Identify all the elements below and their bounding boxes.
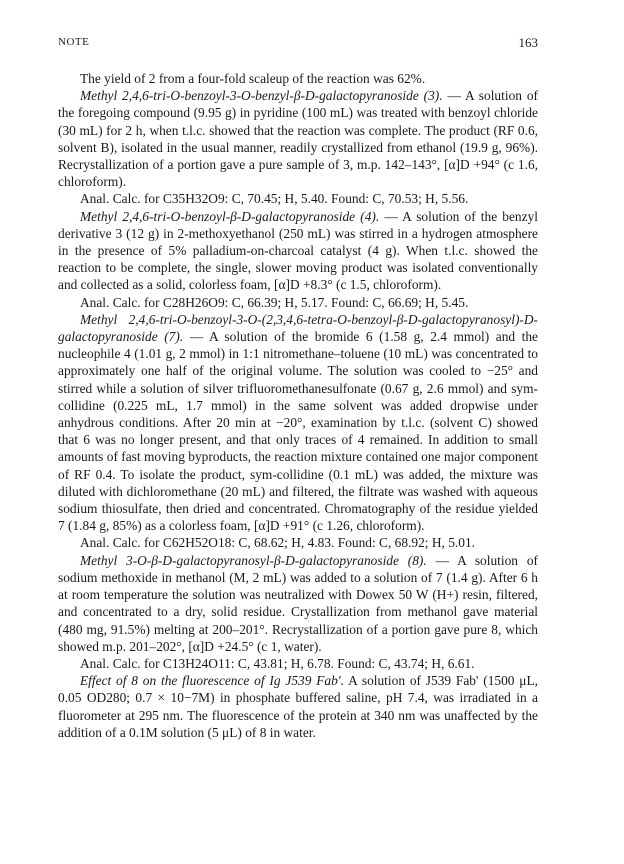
analysis-text: Anal. Calc. for C13H24O11: C, 43.81; H, 6.78. Found: C, 43.74; H, 6.61.	[80, 655, 475, 671]
paragraph-text: — A solution of the foregoing compound (9.95 g) in pyridine (100 mL) was treated with benzoyl chloride (30 mL) for 2 h, when t.l.c. showed that the reaction was complete. The product (RF 0.6, solvent B), isolated in the usual manner, readily crystallized from ethanol (19.9 g, 96%). Recrystallization of a portion gave a pure sample of 3, m.p. 142–143°, [α]D +94° (c 1.6, chloroform).	[58, 88, 538, 190]
paragraph-text: — A solution of the bromide 6 (1.58 g, 2.4 mmol) and the nucleophile 4 (1.01 g, 2 mmol) in 1:1 nitromethane–toluene (10 mL) was concentrated to approximately one half of the original volume. The solution was cooled to −25° and stirred while a solution of silver trifluoromethanesulfonate (0.67 g, 2.6 mmol) and sym-collidine (0.225 mL, 1.7 mmol) in the same solvent was added dropwise under anhydrous conditions. After 20 min at −20°, examination by t.l.c. (solvent C) showed that 6 was no longer present, and that only traces of 4 remained. In addition to small amounts of fast moving byproducts, the reaction mixture contained one major component of RF 0.4. To isolate the product, sym-collidine (0.1 mL) was added, the mixture was diluted with dichloromethane (20 mL) and filtered, the filtrate was washed with aqueous sodium thiosulfate, then dried and concentrated. Chromatography of the residue yielded 7 (1.84 g, 85%) as a colorless foam, [α]D +91° (c 1.26, chloroform).	[58, 329, 538, 534]
compound-heading: Methyl 2,4,6-tri-O-benzoyl-3-O-benzyl-β-D-galactopyranoside (3).	[80, 88, 443, 104]
compound-heading: Methyl 3-O-β-D-galactopyranosyl-β-D-galactopyranoside (8).	[80, 552, 427, 568]
paragraph-analysis-4	[58, 294, 538, 311]
compound-heading: Methyl 2,4,6-tri-O-benzoyl-β-D-galactopyranoside (4).	[80, 208, 380, 224]
header-section-label: NOTE	[58, 36, 90, 48]
page-number: 163	[518, 35, 538, 50]
paragraph-yield	[58, 70, 538, 87]
analysis-text: Anal. Calc. for C35H32O9: C, 70.45; H, 5.40. Found: C, 70.53; H, 5.56.	[80, 191, 469, 207]
paragraph-analysis-3	[58, 190, 538, 207]
paragraph-text: — A solution of the benzyl derivative 3 (12 g) in 2-methoxyethanol (250 mL) was stirred in a hydrogen atmosphere in the presence of 5% palladium-on-charcoal catalyst (4 g). When t.l.c. showed the reaction to be complete, the single, slower moving product was isolated conventionally and collected as a solid, colorless foam, [α]D +8.3° (c 1.5, chloroform).	[58, 208, 538, 293]
compound-heading: Methyl 2,4,6-tri-O-benzoyl-3-O-(2,3,4,6-tetra-O-benzoyl-β-D-galactopyranosyl)-D-galactopyranoside (7).	[58, 311, 538, 345]
article-body	[58, 70, 538, 741]
paragraph-analysis-8	[58, 655, 538, 672]
paragraph-compound-3	[58, 87, 538, 190]
paragraph-fluorescence	[58, 672, 538, 741]
analysis-text: Anal. Calc. for C28H26O9: C, 66.39; H, 5.17. Found: C, 66.69; H, 5.45.	[80, 294, 469, 310]
paragraph-compound-8	[58, 552, 538, 655]
running-header	[58, 36, 538, 54]
paragraph-compound-7	[58, 311, 538, 535]
section-heading: Effect of 8 on the fluorescence of Ig J539 Fab'.	[80, 673, 345, 689]
analysis-text: Anal. Calc. for C62H52O18: C, 68.62; H, 4.83. Found: C, 68.92; H, 5.01.	[80, 535, 476, 551]
paragraph-compound-4	[58, 208, 538, 294]
paragraph-text: A solution of J539 Fab' (1500 μL, 0.05 OD280; 0.7 × 10−7M) in phosphate buffered saline, pH 7.4, was irradiated in a fluorometer at 295 nm. The fluorescence of the protein at 340 nm was unaffected by the addition of a 0.1M solution (5 μL) of 8 in water.	[58, 673, 539, 740]
paragraph-analysis-7	[58, 534, 538, 551]
paragraph-text: — A solution of sodium methoxide in methanol (M, 2 mL) was added to a solution of 7 (1.4 g). After 6 h at room temperature the solution was neutralized with Dowex 50 W (H+) resin, filtered, and concentrated to a dry, solid residue. Crystallization from methanol gave material (480 mg, 91.5%) melting at 200–201°. Recrystallization of a portion gave pure 8, which showed m.p. 201–202°, [α]D +24.5° (c 1, water).	[58, 552, 538, 654]
paragraph-text: The yield of 2 from a four-fold scaleup of the reaction was 62%.	[80, 71, 426, 86]
